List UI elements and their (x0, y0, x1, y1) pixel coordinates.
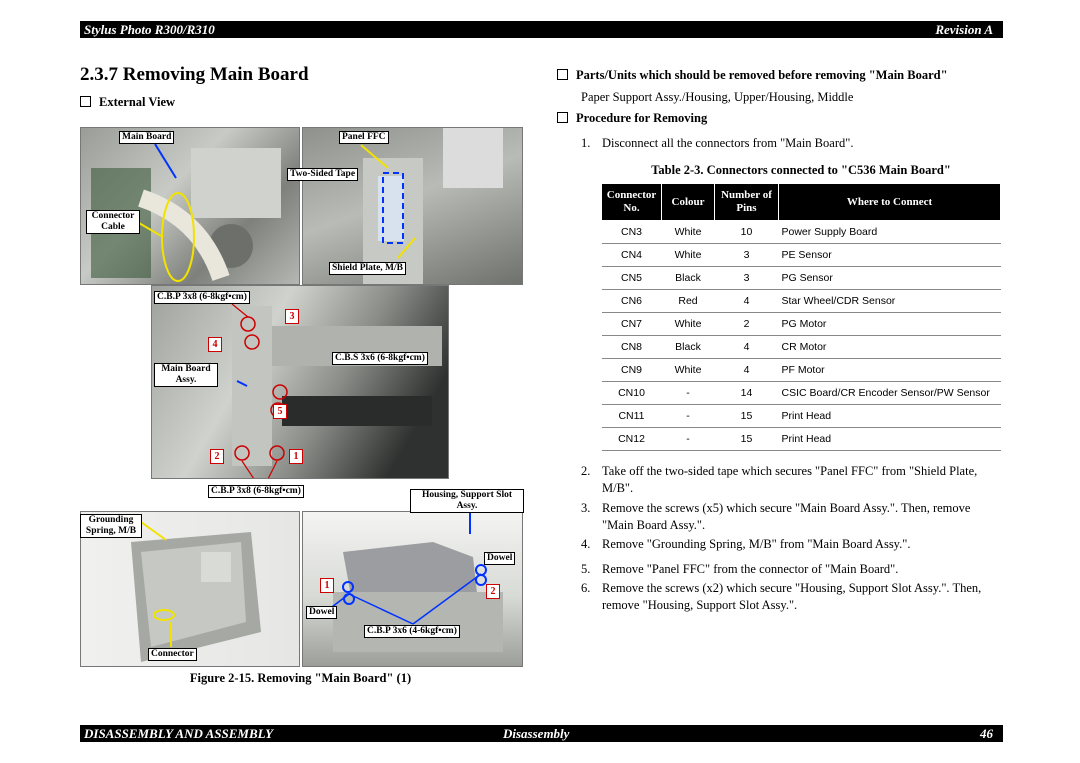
cell-connector: CN10 (602, 382, 662, 405)
cell-connector: CN5 (602, 267, 662, 290)
cell-colour: - (662, 428, 715, 451)
cell-colour: White (662, 244, 715, 267)
cell-where: PE Sensor (779, 244, 1001, 267)
cell-connector: CN11 (602, 405, 662, 428)
cell-pins: 15 (715, 405, 779, 428)
section-title: 2.3.7 Removing Main Board (80, 64, 309, 85)
step-number: 2. (581, 464, 591, 478)
cell-pins: 4 (715, 359, 779, 382)
step-6 (581, 580, 1001, 614)
photo-main-board (80, 127, 300, 285)
table-row (602, 405, 1001, 428)
table-row (602, 359, 1001, 382)
col-colour: Colour (662, 184, 715, 221)
label-main-board-assy: Main Board Assy. (154, 363, 218, 387)
cell-colour: - (662, 382, 715, 405)
external-view-label: External View (99, 95, 176, 109)
cell-where: Print Head (779, 428, 1001, 451)
step-5 (581, 561, 1001, 578)
cell-connector: CN3 (602, 221, 662, 244)
housing-screw-number-1: 1 (320, 578, 334, 593)
cell-where: CR Motor (779, 336, 1001, 359)
header-title: Stylus Photo R300/R310 (84, 22, 215, 37)
label-shield-plate: Shield Plate, M/B (329, 262, 406, 275)
cell-where: Print Head (779, 405, 1001, 428)
footer-page-number: 46 (980, 726, 993, 741)
checkbox-icon (80, 96, 91, 107)
external-view-heading (80, 95, 175, 110)
cell-colour: Black (662, 267, 715, 290)
cell-connector: CN8 (602, 336, 662, 359)
cell-colour: White (662, 313, 715, 336)
figure-caption: Figure 2-15. Removing "Main Board" (1) (189, 671, 412, 685)
step-1 (581, 135, 1001, 152)
step-text: Remove "Grounding Spring, M/B" from "Main Board Assy.". (602, 537, 911, 551)
step-number: 3. (581, 501, 591, 515)
step-text: Remove "Panel FFC" from the connector of "Main Board". (602, 562, 899, 576)
label-dowel-right: Dowel (484, 552, 515, 565)
col-number-of-pins: Number of Pins (715, 184, 779, 221)
label-cbp-3x6: C.B.P 3x6 (4-6kgf•cm) (364, 625, 460, 638)
parts-heading-label: Parts/Units which should be removed before removing "Main Board" (576, 68, 948, 82)
cell-colour: White (662, 221, 715, 244)
table-row (602, 267, 1001, 290)
step-text: Remove the screws (x5) which secure "Main Board Assy.". Then, remove "Main Board Assy.". (602, 501, 971, 532)
cell-connector: CN9 (602, 359, 662, 382)
cell-where: CSIC Board/CR Encoder Sensor/PW Sensor (779, 382, 1001, 405)
label-dowel-left: Dowel (306, 606, 337, 619)
table-row (602, 244, 1001, 267)
footer-section: Disassembly (503, 726, 570, 741)
table-header-row (602, 184, 1001, 221)
housing-screw-number-2: 2 (486, 584, 500, 599)
header-revision: Revision A (935, 22, 993, 37)
parts-text: Paper Support Assy./Housing, Upper/Housing, Middle (581, 90, 854, 104)
cell-pins: 10 (715, 221, 779, 244)
cell-connector: CN7 (602, 313, 662, 336)
connectors-table (601, 183, 1001, 451)
step-number: 4. (581, 537, 591, 551)
cell-where: PF Motor (779, 359, 1001, 382)
procedure-heading (557, 111, 707, 126)
screw-number-5: 5 (273, 404, 287, 419)
step-4 (581, 536, 1001, 553)
cell-connector: CN4 (602, 244, 662, 267)
cell-pins: 4 (715, 336, 779, 359)
cell-where: Power Supply Board (779, 221, 1001, 244)
cell-pins: 15 (715, 428, 779, 451)
page-header (80, 21, 1003, 38)
label-panel-ffc: Panel FFC (339, 131, 389, 144)
cell-pins: 4 (715, 290, 779, 313)
col-connector-no: Connector No. (602, 184, 662, 221)
cell-connector: CN12 (602, 428, 662, 451)
screw-number-4: 4 (208, 337, 222, 352)
cell-pins: 3 (715, 267, 779, 290)
label-connector: Connector (148, 648, 197, 661)
table-row (602, 336, 1001, 359)
photo-main-board-art (81, 128, 299, 284)
label-housing-support: Housing, Support Slot Assy. (410, 489, 524, 513)
col-where-to-connect: Where to Connect (779, 184, 1001, 221)
cell-colour: Red (662, 290, 715, 313)
cell-colour: Black (662, 336, 715, 359)
checkbox-icon (557, 69, 568, 80)
cell-connector: CN6 (602, 290, 662, 313)
cell-where: Star Wheel/CDR Sensor (779, 290, 1001, 313)
cell-pins: 3 (715, 244, 779, 267)
step-text: Disconnect all the connectors from "Main Board". (602, 136, 854, 150)
cell-pins: 2 (715, 313, 779, 336)
step-number: 6. (581, 581, 591, 595)
label-cbp-top: C.B.P 3x8 (6-8kgf•cm) (154, 291, 250, 304)
table-row (602, 221, 1001, 244)
screw-number-3: 3 (285, 309, 299, 324)
table-row (602, 382, 1001, 405)
label-main-board: Main Board (119, 131, 174, 144)
table-caption: Table 2-3. Connectors connected to "C536 Main Board" (651, 163, 951, 177)
screw-number-1: 1 (289, 449, 303, 464)
label-cbs: C.B.S 3x6 (6-8kgf•cm) (332, 352, 428, 365)
step-number: 5. (581, 562, 591, 576)
checkbox-icon (557, 112, 568, 123)
parts-heading (557, 68, 948, 83)
step-2 (581, 463, 1001, 497)
table-row (602, 313, 1001, 336)
step-number: 1. (581, 136, 591, 150)
cell-colour: White (662, 359, 715, 382)
cell-where: PG Motor (779, 313, 1001, 336)
label-cbp-bottom: C.B.P 3x8 (6-8kgf•cm) (208, 485, 304, 498)
screw-number-2: 2 (210, 449, 224, 464)
table-row (602, 428, 1001, 451)
label-two-sided-tape: Two-Sided Tape (287, 168, 358, 181)
photo-panel-ffc-art (303, 128, 522, 284)
step-text: Remove the screws (x2) which secure "Housing, Support Slot Assy.". Then, remove "Housing, Support Slot Assy.". (602, 581, 982, 612)
table-row (602, 290, 1001, 313)
cell-where: PG Sensor (779, 267, 1001, 290)
footer-chapter: DISASSEMBLY AND ASSEMBLY (84, 726, 274, 741)
step-text: Take off the two-sided tape which secures "Panel FFC" from "Shield Plate, M/B". (602, 464, 978, 495)
label-connector-cable: Connector Cable (86, 210, 140, 234)
cell-colour: - (662, 405, 715, 428)
cell-pins: 14 (715, 382, 779, 405)
step-3 (581, 500, 1001, 534)
label-grounding-spring: Grounding Spring, M/B (80, 514, 142, 538)
page-footer (80, 725, 1003, 742)
procedure-heading-label: Procedure for Removing (576, 111, 708, 125)
